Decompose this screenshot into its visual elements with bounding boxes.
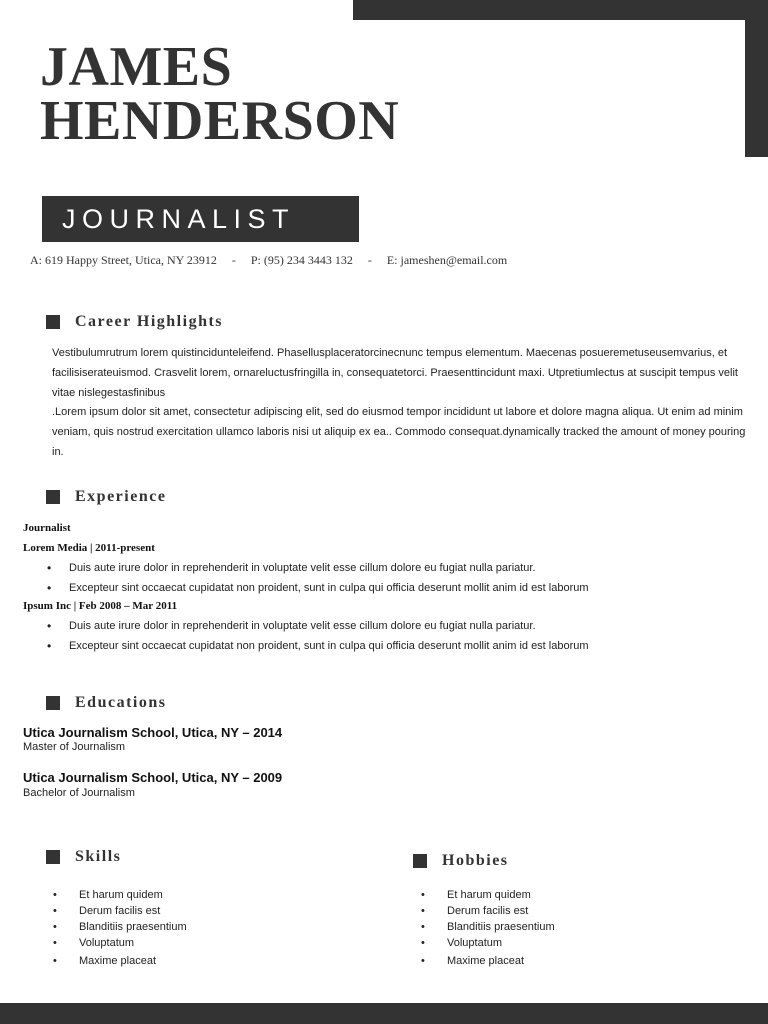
corner-bar-top — [353, 0, 768, 20]
education-degree-2: Bachelor of Journalism — [23, 787, 135, 799]
section-square-icon — [46, 850, 60, 864]
skills-heading: Skills — [75, 848, 122, 865]
list-item — [53, 887, 187, 903]
hobbies-heading: Hobbies — [442, 852, 509, 869]
list-item — [53, 953, 187, 969]
experience-bullets-2 — [47, 616, 589, 656]
bullet-text: Excepteur sint occaecat cupidatat non proident, sunt in culpa qui officia deserunt mollit anim id est laborum — [69, 640, 589, 652]
bullet-glyph: • — [47, 619, 52, 633]
section-square-icon — [46, 490, 60, 504]
career-paragraph-1: Vestibulumrutrum lorem quistincidunteleifend. Phasellusplaceratorcinecnunc tempus elementum. Maecenas posueremetuseusemvarius, et facilisiserateuismod. Crasvelit lorem, ornareluctusfringilla in, consequatetorci. Praesenttincidunt maxi. Utpretiumlectus at suscipit tempus velit vitae nislegestasfinibus — [52, 347, 738, 399]
list-item — [47, 558, 589, 578]
bullet-glyph: • — [47, 581, 52, 595]
bullet-text: Duis aute irure dolor in reprehenderit in voluptate velit esse cillum dolore eu fugiat nulla pariatur. — [69, 562, 536, 574]
skill-text: Et harum quidem — [79, 889, 163, 901]
experience-heading: Experience — [75, 488, 167, 505]
career-paragraph-2: .Lorem ipsum dolor sit amet, consectetur adipiscing elit, sed do eiusmod tempor incididunt ut labore et dolore magna aliqua. Ut enim ad minim veniam, quis nostrud exercitation ullamco laboris nisi ut aliquip ex ea.. Commodo consequat.dynamically tracked the amount of money pouring in. — [52, 406, 746, 458]
bullet-text: Duis aute irure dolor in reprehenderit in voluptate velit esse cillum dolore eu fugiat nulla pariatur. — [69, 620, 536, 632]
job-title: JOURNALIST — [62, 204, 296, 234]
section-square-icon — [413, 854, 427, 868]
contact-phone: P: (95) 234 3443 132 — [250, 253, 353, 267]
list-item — [421, 953, 555, 969]
list-item — [421, 903, 555, 919]
education-heading: Educations — [75, 694, 167, 711]
education-degree-1: Master of Journalism — [23, 741, 126, 753]
bullet-glyph: • — [47, 639, 52, 653]
experience-role: Journalist — [23, 522, 71, 534]
contact-line — [30, 253, 507, 268]
contact-separator: - — [231, 253, 236, 267]
list-item — [47, 616, 589, 636]
bullet-glyph: • — [421, 937, 425, 949]
experience-section-header — [46, 488, 166, 506]
skills-section-header — [46, 848, 121, 866]
person-name — [40, 36, 400, 152]
skills-list — [53, 887, 187, 969]
bullet-glyph: • — [421, 905, 425, 917]
bullet-glyph: • — [53, 889, 57, 901]
hobby-text: Blanditiis praesentium — [447, 921, 555, 933]
education-section-header — [46, 694, 166, 712]
skill-text: Derum facilis est — [79, 905, 161, 917]
experience-company-1: Lorem Media | 2011-present — [23, 542, 155, 554]
skill-text: Maxime placeat — [79, 955, 157, 967]
career-section-header — [46, 313, 223, 331]
career-heading: Career Highlights — [75, 313, 224, 330]
list-item — [421, 919, 555, 935]
hobbies-section-header — [413, 852, 509, 870]
hobby-text: Voluptatum — [447, 937, 503, 949]
bullet-glyph: • — [53, 921, 57, 933]
education-school-1: Utica Journalism School, Utica, NY – 2014 — [23, 725, 283, 740]
contact-email: E: jameshen@email.com — [386, 253, 508, 267]
bullet-glyph: • — [53, 905, 57, 917]
list-item — [53, 919, 187, 935]
bullet-text: Excepteur sint occaecat cupidatat non proident, sunt in culpa qui officia deserunt mollit anim id est laborum — [69, 582, 589, 594]
education-school-2: Utica Journalism School, Utica, NY – 2009 — [23, 770, 283, 785]
first-name: JAMES — [40, 36, 233, 98]
hobbies-list — [421, 887, 555, 969]
bullet-glyph: • — [421, 955, 425, 967]
job-title-banner — [42, 196, 359, 242]
last-name: HENDERSON — [40, 90, 400, 152]
section-square-icon — [46, 315, 60, 329]
contact-separator: - — [367, 253, 372, 267]
bullet-glyph: • — [421, 921, 425, 933]
hobby-text: Maxime placeat — [447, 955, 525, 967]
bullet-glyph: • — [47, 561, 52, 575]
hobby-text: Et harum quidem — [447, 889, 531, 901]
contact-address: A: 619 Happy Street, Utica, NY 23912 — [30, 253, 217, 267]
hobby-text: Derum facilis est — [447, 905, 529, 917]
bullet-glyph: • — [53, 955, 57, 967]
section-square-icon — [46, 696, 60, 710]
footer-bar — [0, 1003, 768, 1024]
skill-text: Voluptatum — [79, 937, 135, 949]
list-item — [421, 935, 555, 951]
list-item — [47, 636, 589, 656]
corner-bar-side — [745, 0, 768, 157]
list-item — [53, 935, 187, 951]
list-item — [421, 887, 555, 903]
experience-bullets-1 — [47, 558, 589, 598]
bullet-glyph: • — [53, 937, 57, 949]
skill-text: Blanditiis praesentium — [79, 921, 187, 933]
list-item — [47, 578, 589, 598]
experience-company-2: Ipsum Inc | Feb 2008 – Mar 2011 — [23, 600, 178, 612]
bullet-glyph: • — [421, 889, 425, 901]
list-item — [53, 903, 187, 919]
